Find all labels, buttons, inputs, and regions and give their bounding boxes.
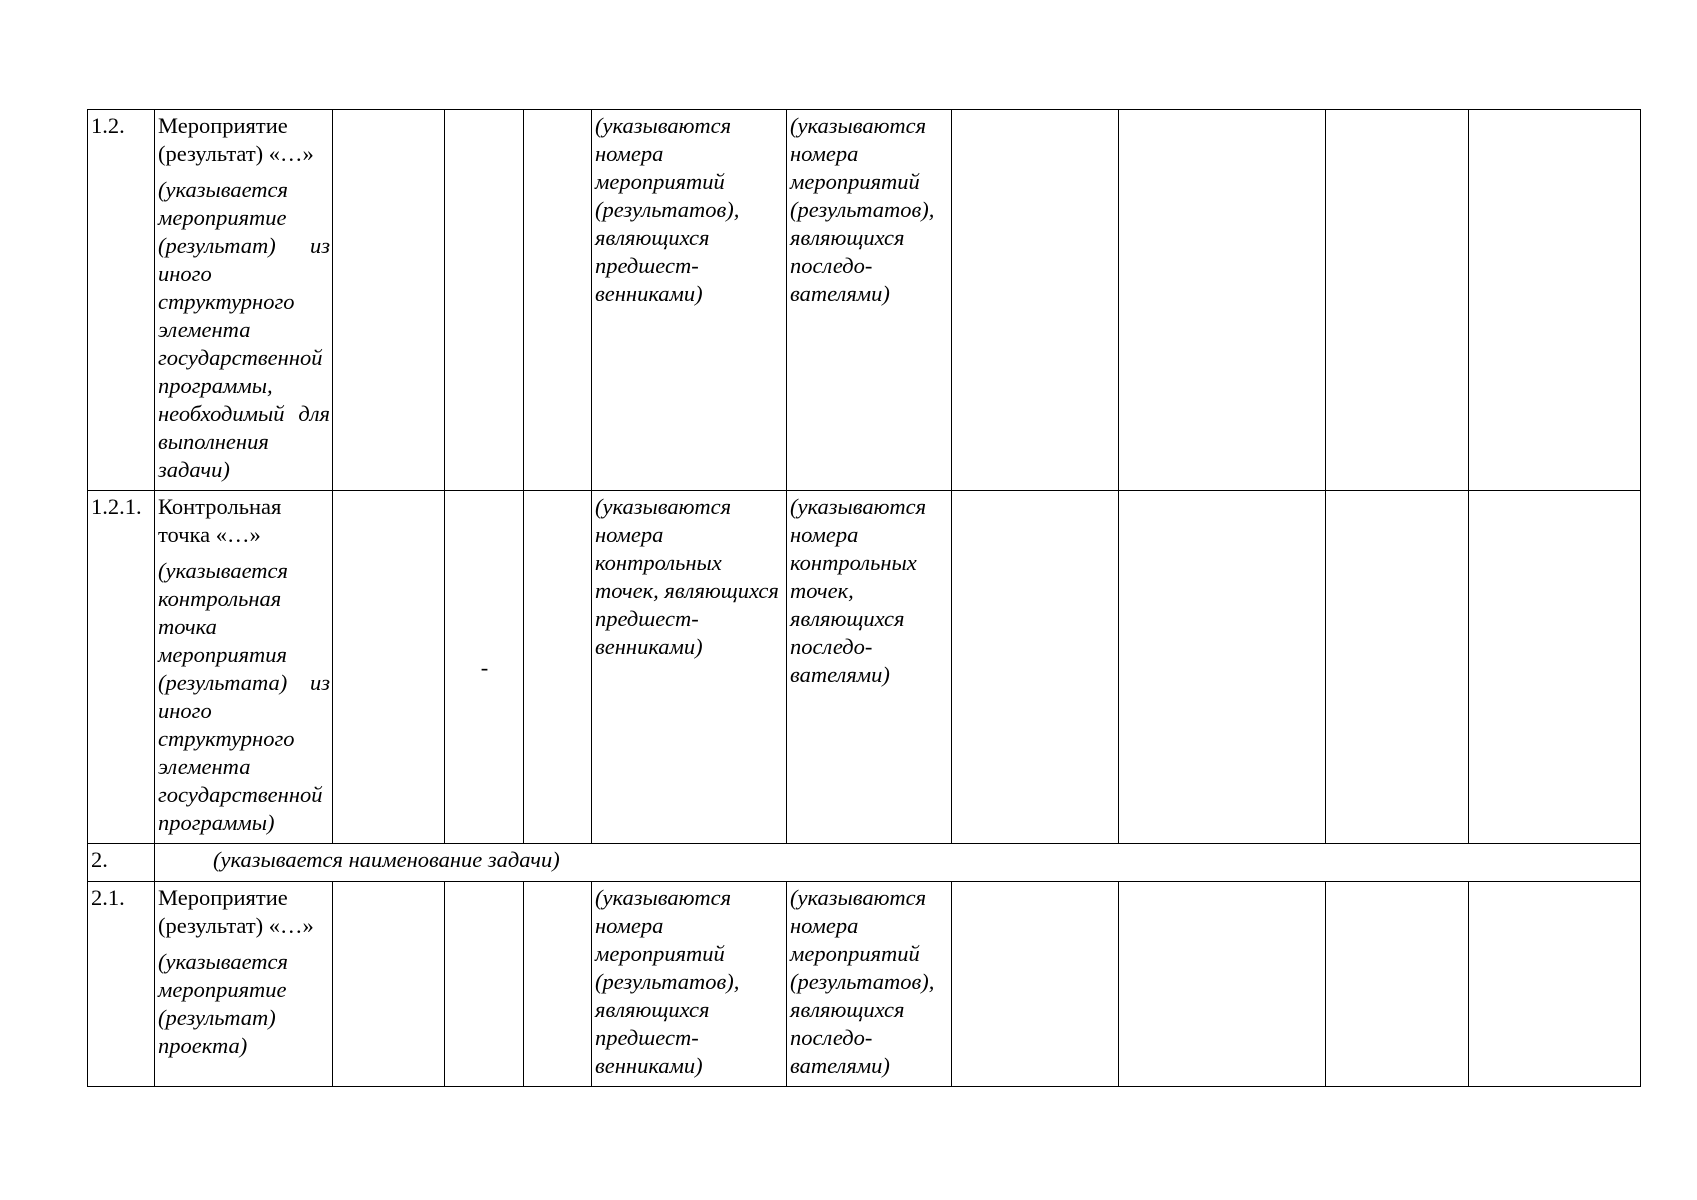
task-name-cell: (указывается наименование задачи) [155,844,1641,882]
event-name-cell [155,110,333,491]
table-row [88,491,1641,844]
table-row [88,110,1641,491]
empty-cell [333,882,445,1087]
empty-cell [952,491,1119,844]
control-point-note: (указывается контрольная точка мероприятия (результата) из иного структурного элемента государственной программы) [158,558,330,835]
empty-cell [524,882,592,1087]
successors-cell: (указываются номера мероприятий (результатов), являющихся последо-вателями) [787,110,952,491]
empty-cell [952,882,1119,1087]
empty-cell [1326,882,1469,1087]
empty-cell [1326,491,1469,844]
empty-cell [524,491,592,844]
successors-cell: (указываются номера мероприятий (результатов), являющихся последо-вателями) [787,882,952,1087]
empty-cell [1469,110,1641,491]
successors-cell: (указываются номера контрольных точек, являющихся последо-вателями) [787,491,952,844]
predecessors-cell: (указываются номера мероприятий (результатов), являющихся предшест-венниками) [592,882,787,1087]
event-name-cell [155,882,333,1087]
empty-cell [952,110,1119,491]
event-note: (указывается мероприятие (результат) из иного структурного элемента государственной программы, необходимый для выполнения задачи) [158,177,330,482]
dash-cell: - [445,491,524,844]
empty-cell [445,110,524,491]
task-row [88,844,1641,882]
row-number: 2.1. [88,882,155,1087]
empty-cell [1326,110,1469,491]
row-number: 2. [88,844,155,882]
empty-cell [333,491,445,844]
empty-cell [1119,882,1326,1087]
control-point-title: Контрольная точка «…» [158,494,282,547]
empty-cell [1119,491,1326,844]
empty-cell [524,110,592,491]
event-title: Мероприятие (результат) «…» [158,113,314,166]
row-number: 1.2. [88,110,155,491]
document-page [87,109,1640,1087]
empty-cell [1119,110,1326,491]
empty-cell [445,882,524,1087]
row-number: 1.2.1. [88,491,155,844]
empty-cell [1469,882,1641,1087]
control-point-name-cell [155,491,333,844]
empty-cell [1469,491,1641,844]
table-row [88,882,1641,1087]
predecessors-cell: (указываются номера мероприятий (результатов), являющихся предшест-венниками) [592,110,787,491]
plan-table [87,109,1641,1087]
event-title: Мероприятие (результат) «…» [158,885,314,938]
empty-cell [333,110,445,491]
event-note: (указывается мероприятие (результат) проекта) [158,949,288,1058]
predecessors-cell: (указываются номера контрольных точек, являющихся предшест-венниками) [592,491,787,844]
